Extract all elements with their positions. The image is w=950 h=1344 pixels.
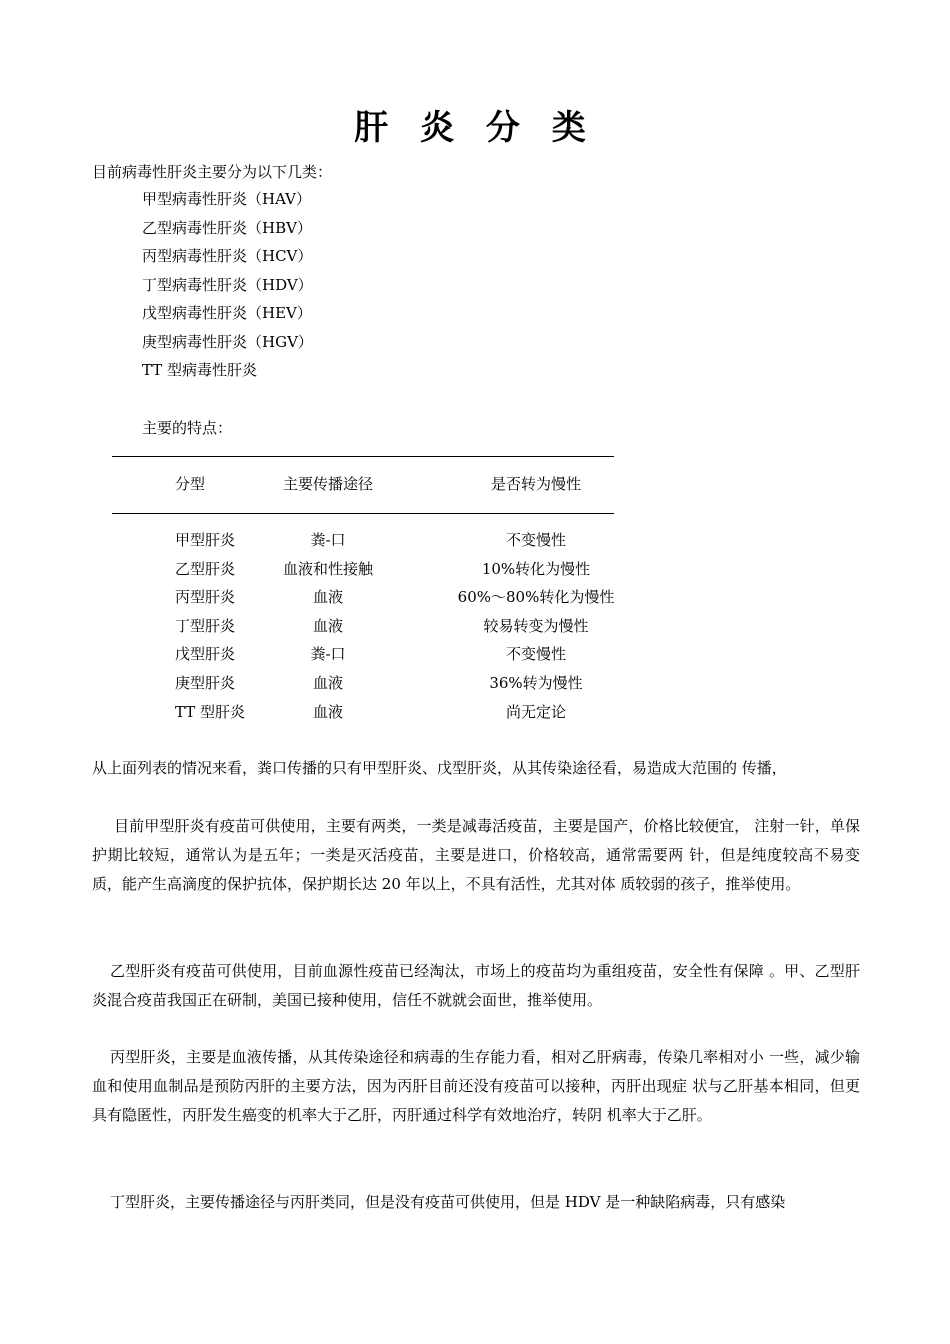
hepatitis-type-list [142, 185, 313, 385]
cell-type: TT 型肝炎 [175, 702, 246, 721]
cell-type: 戊型肝炎 [175, 645, 236, 664]
table-row [0, 526, 950, 555]
table-row [0, 669, 950, 698]
table-body [0, 526, 950, 726]
type-item-hcv: 丙型病毒性肝炎（HCV） [142, 247, 313, 265]
summary-paragraph: 从上面列表的情况来看，粪口传播的只有甲型肝炎、戊型肝炎，从其传染途径看，易造成大范围的 传播， [92, 759, 787, 777]
cell-route: 血液 [312, 673, 344, 692]
features-label: 主要的特点： [142, 419, 233, 437]
table-header-type: 分型 [175, 475, 206, 493]
table-row [0, 640, 950, 669]
cell-type: 甲型肝炎 [175, 531, 236, 549]
type-item-hbv: 乙型病毒性肝炎（HBV） [142, 218, 312, 237]
cell-chronic: 不变慢性 [505, 531, 567, 549]
type-item-hav: 甲型病毒性肝炎（HAV） [142, 190, 311, 208]
cell-chronic: 36%转为慢性 [489, 673, 583, 692]
cell-route: 粪-口 [310, 645, 346, 664]
type-item-hdv: 丁型病毒性肝炎（HDV） [142, 275, 313, 294]
intro-text: 目前病毒性肝炎主要分为以下几类： [92, 163, 333, 181]
cell-type: 丙型肝炎 [175, 588, 236, 607]
cell-route: 粪-口 [310, 531, 346, 549]
cell-chronic: 尚无定论 [505, 702, 567, 721]
hepatitis-a-paragraph: 目前甲型肝炎有疫苗可供使用，主要有两类，一类是减毒活疫苗，主要是国产，价格比较便宜， 注射一针，单保护期比较短，通常认为是五年；一类是灭活疫苗，主要是进口，价格较高，通常需要两 针，但是纯度较高不易变质，能产生高滴度的保护抗体，保护期长达 20 年以上，不具有活性，尤其对体 质较弱的孩子，推举使用。 [92, 817, 860, 893]
table-header-rule [112, 513, 614, 514]
cell-route: 血液 [312, 702, 344, 721]
cell-type: 丁型肝炎 [175, 616, 236, 635]
cell-chronic: 不变慢性 [505, 645, 567, 664]
cell-chronic: 60%～80%转化为慢性 [457, 588, 615, 607]
type-item-tt: TT 型病毒性肝炎 [142, 361, 258, 379]
cell-type: 乙型肝炎 [175, 559, 236, 578]
cell-chronic: 10%转化为慢性 [481, 559, 591, 578]
table-row [0, 555, 950, 584]
table-top-rule [112, 456, 614, 457]
table-header-chronic: 是否转为慢性 [490, 475, 582, 493]
hepatitis-c-paragraph: 丙型肝炎，主要是血液传播，从其传染途径和病毒的生存能力看，相对乙肝病毒，传染几率相对小 一些，减少输血和使用血制品是预防丙肝的主要方法，因为丙肝目前还没有疫苗可以接种，丙肝出现症 状与乙肝基本相同，但更具有隐匿性，丙肝发生癌变的机率大于乙肝，丙肝通过科学有效地治疗，转阴 机率大于乙肝。 [92, 1048, 860, 1124]
table-header-route: 主要传播途径 [282, 475, 374, 493]
cell-route: 血液和性接触 [282, 559, 374, 578]
cell-chronic: 较易转变为慢性 [483, 616, 589, 635]
cell-type: 庚型肝炎 [175, 673, 236, 692]
table-row [0, 583, 950, 612]
document-title: 肝 炎 分 类 [354, 108, 596, 148]
table-row [0, 698, 950, 727]
hepatitis-d-paragraph: 丁型肝炎，主要传播途径与丙肝类同，但是没有疫苗可供使用，但是 HDV 是一种缺陷病毒，只有感染 [110, 1193, 786, 1211]
type-item-hev: 戊型病毒性肝炎（HEV） [142, 304, 312, 322]
table-row [0, 612, 950, 641]
cell-route: 血液 [312, 616, 344, 635]
cell-route: 血液 [312, 588, 344, 607]
hepatitis-b-paragraph: 乙型肝炎有疫苗可供使用，目前血源性疫苗已经淘汰，市场上的疫苗均为重组疫苗，安全性有保障 。甲、乙型肝炎混合疫苗我国正在研制，美国已接种使用，信任不就就会面世，推举使用。 [92, 962, 860, 1009]
type-item-hgv: 庚型病毒性肝炎（HGV） [142, 332, 313, 351]
